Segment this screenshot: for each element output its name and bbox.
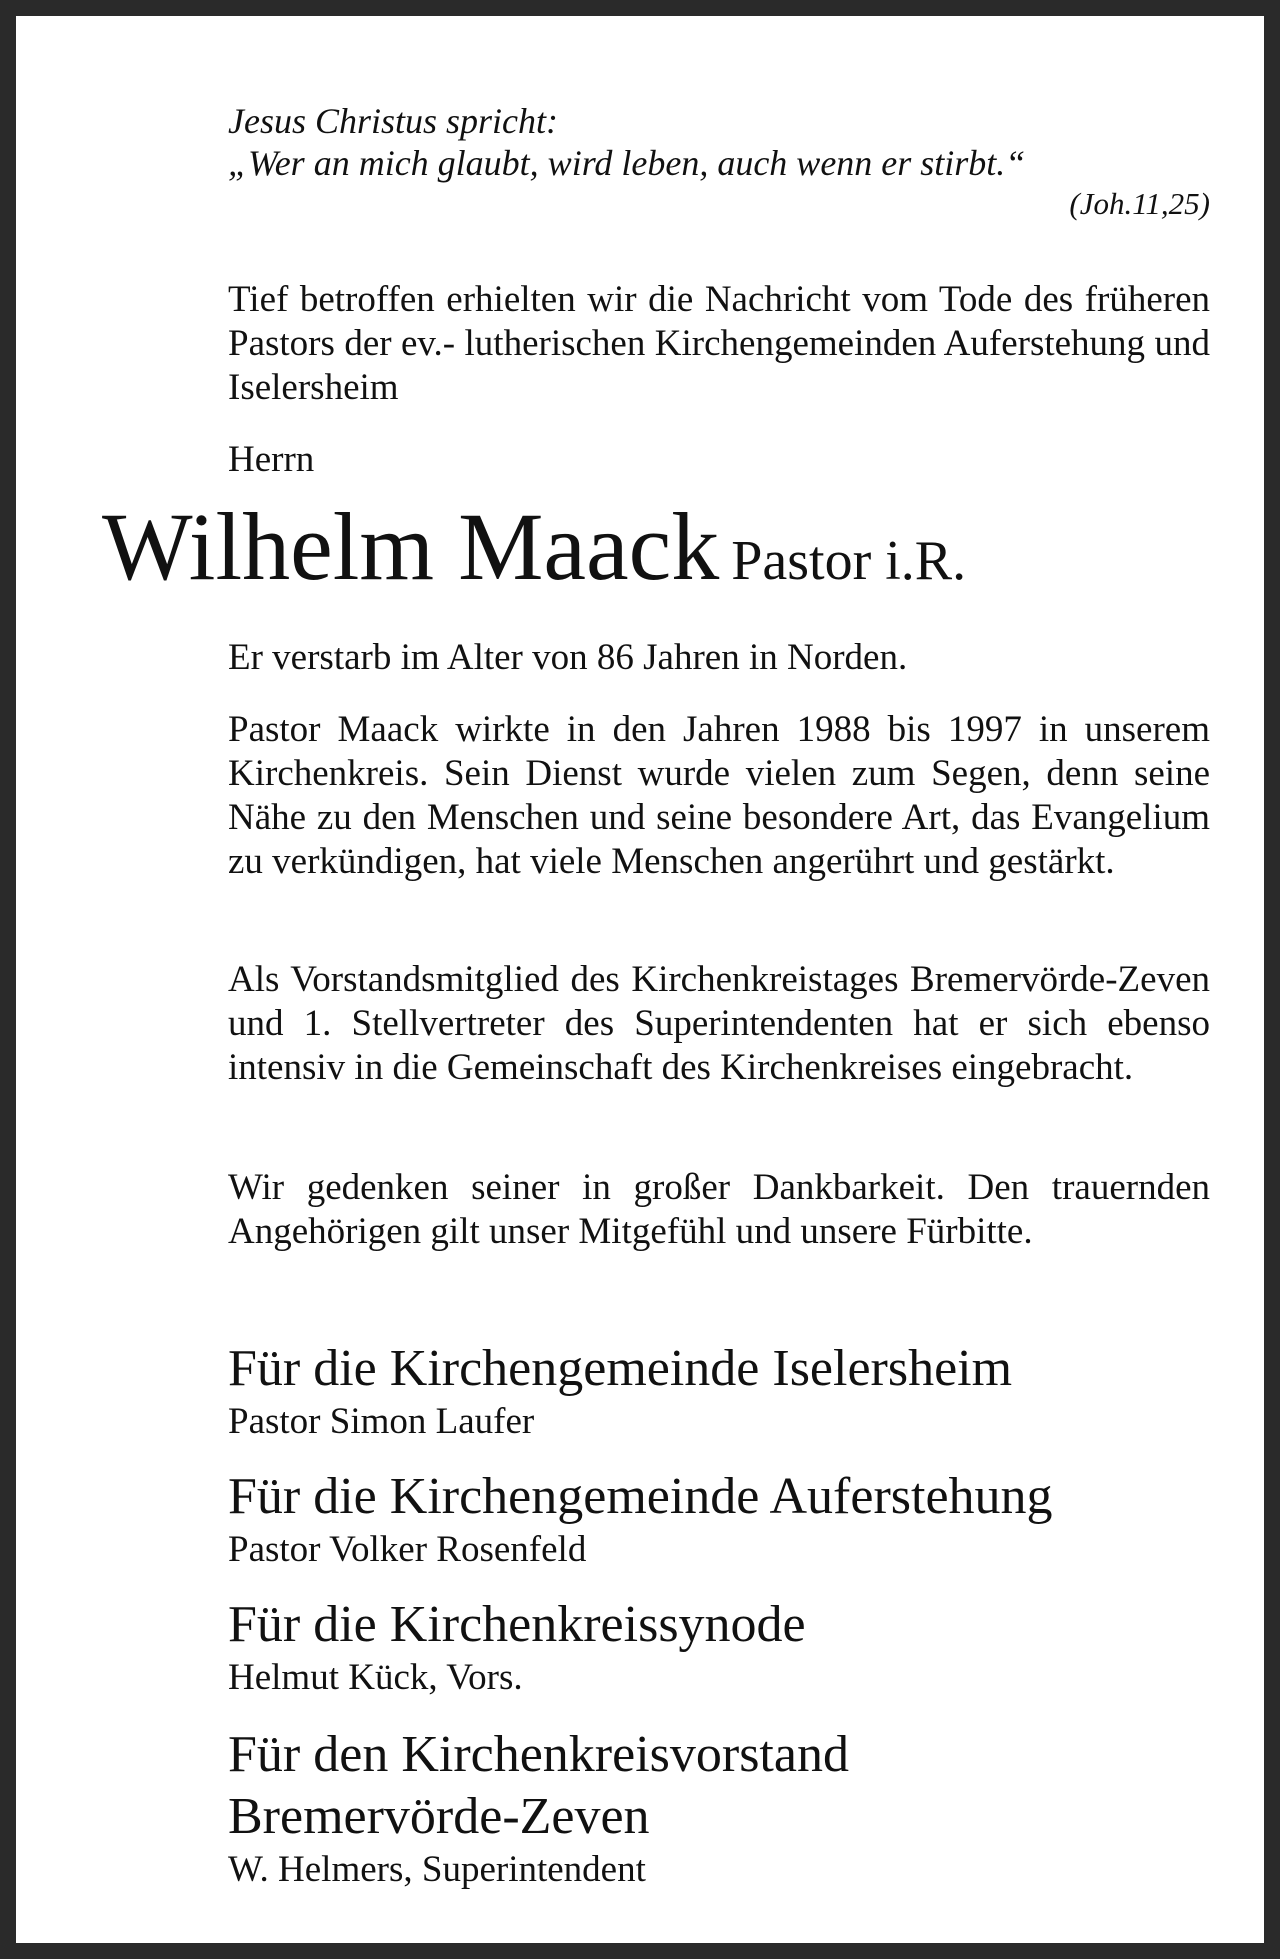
deceased-title: Pastor i.R. [731,530,967,592]
salutation: Herrn [228,439,315,480]
signature-person: Pastor Simon Laufer [228,1401,535,1442]
signature-block [228,1594,1228,1700]
quote-line-1: Jesus Christus spricht: [228,101,559,141]
bible-quote [228,100,1210,224]
paragraph-death: Er verstarb im Alter von 86 Jahren in Norden. [228,637,908,678]
signature-block [228,1338,1228,1444]
paragraph-condolence: Wir gedenken seiner in großer Dankbarkeit. Den trauernden Angehörigen gilt unser Mitgefühl und unsere Fürbitte. [228,1167,1210,1252]
paragraph-board: Als Vorstandsmitglied des Kirchenkreistages Bremervörde-Zeven und 1. Stellvertreter des Superintendenten hat er sich ebenso intensiv in die Gemeinschaft des Kirchenkreises eingebracht. [228,959,1210,1088]
signature-org [228,1724,988,1848]
signature-org-text: Für den Kirchenkreisvorstand Bremervörde-Zeven [228,1726,849,1845]
signature-person: Helmut Kück, Vors. [228,1657,523,1698]
intro-paragraph: Tief betroffen erhielten wir die Nachricht vom Tode des früheren Pastors der ev.- lutherischen Kirchengemeinden Auferstehung und Iselersheim [228,279,1210,408]
paragraph-ministry: Pastor Maack wirkte in den Jahren 1988 bis 1997 in unserem Kirchenkreis. Sein Dienst wurde vielen zum Segen, denn seine Nähe zu den Menschen und seine besondere Art, das Evangelium zu verkündigen, hat viele Menschen angerührt und gestärkt. [228,709,1210,882]
signature-block [228,1466,1228,1572]
signature-block [228,1724,1228,1892]
deceased-name-line [102,492,966,616]
signature-org: Für die Kirchengemeinde Auferstehung [228,1468,1053,1525]
deceased-name: Wilhelm Maack [102,493,720,600]
signature-org: Für die Kirchengemeinde Iselersheim [228,1340,1013,1397]
quote-reference: (Joh.11,25) [1069,186,1210,221]
quote-line-2: „Wer an mich glaubt, wird leben, auch wenn er stirbt.“ [228,143,1026,183]
signature-person: Pastor Volker Rosenfeld [228,1529,587,1570]
signature-org: Für die Kirchenkreissynode [228,1596,806,1653]
signature-person: W. Helmers, Superintendent [228,1849,646,1890]
